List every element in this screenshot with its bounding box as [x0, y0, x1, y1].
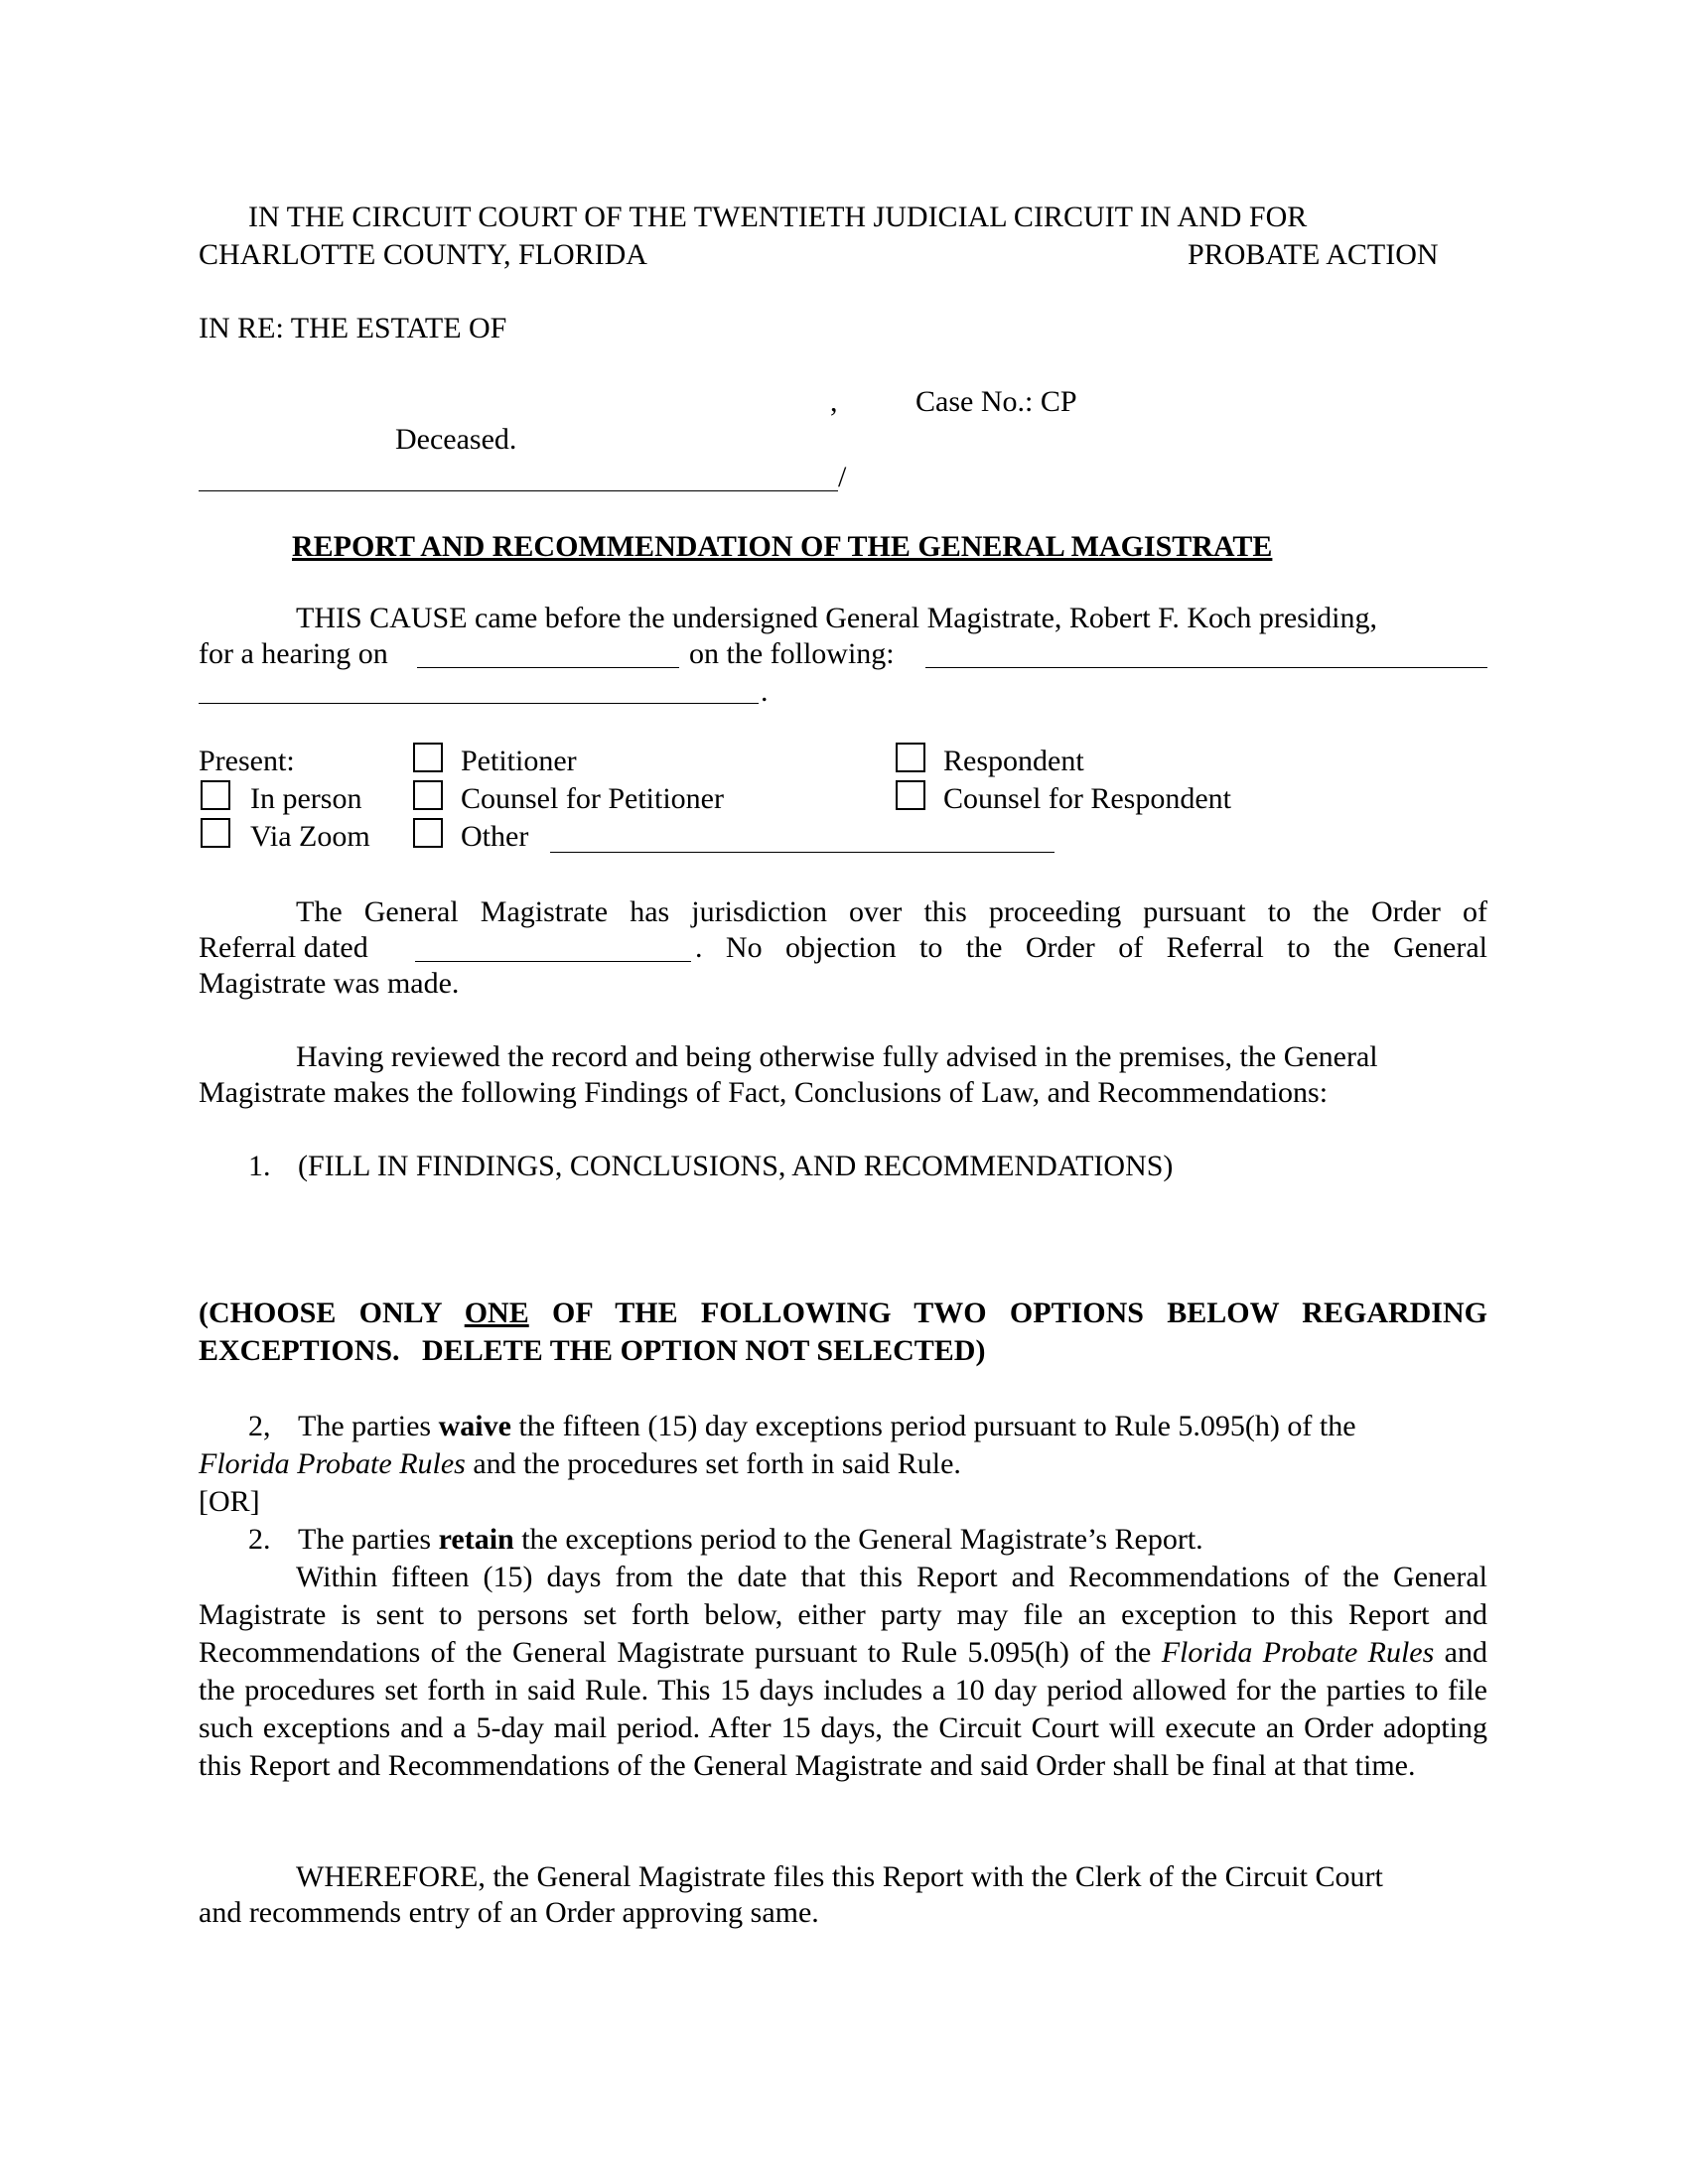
caption-signature-line: [199, 490, 838, 491]
option-waive-tail: and the procedures set forth in said Rule.: [465, 1447, 961, 1480]
court-line-2: CHARLOTTE COUNTY, FLORIDA: [199, 238, 647, 271]
jurisdiction-line-3: Magistrate was made.: [199, 967, 460, 1000]
respondent-checkbox[interactable]: [896, 743, 925, 772]
court-line-1: IN THE CIRCUIT COURT OF THE TWENTIETH JUDICIAL CIRCUIT IN AND FOR: [248, 201, 1308, 233]
option-retain-bold: retain: [438, 1523, 514, 1556]
intro-for-hearing: for a hearing on: [199, 637, 388, 670]
choose-instruction-line-2: EXCEPTIONS. DELETE THE OPTION NOT SELECTED): [199, 1334, 986, 1367]
wherefore-line-1: WHEREFORE, the General Magistrate files this Report with the Clerk of the Circuit Court: [296, 1860, 1383, 1893]
hearing-subject-field[interactable]: [925, 667, 1487, 668]
counsel-respondent-label: Counsel for Respondent: [943, 782, 1231, 815]
petitioner-label: Petitioner: [461, 745, 577, 777]
referral-date-field[interactable]: [415, 961, 691, 962]
present-label: Present:: [199, 745, 295, 777]
item-1-text: (FILL IN FINDINGS, CONCLUSIONS, AND RECOMMENDATIONS): [298, 1150, 1174, 1182]
wherefore-line-2: and recommends entry of an Order approving same.: [199, 1896, 819, 1929]
choose-instruction-line-1: [199, 1295, 1487, 1331]
option-retain-p1-text: Within fifteen (15) days from the date that this Report and Recommendations of the General Magistrate is sent to persons set forth below, either party may file an exception to this Report and Recommendations of the General Magistrate pursuant to Rule 5.095(h) of the: [199, 1561, 1487, 1669]
reviewed-line-2: Magistrate makes the following Findings of Fact, Conclusions of Law, and Recommendations:: [199, 1076, 1329, 1109]
counsel-respondent-checkbox[interactable]: [896, 780, 925, 810]
choose-part-2: OF THE FOLLOWING TWO OPTIONS BELOW REGARDING: [528, 1297, 1487, 1329]
other-label: Other: [461, 820, 529, 853]
hearing-subject-field-cont[interactable]: [199, 703, 759, 704]
choose-one: ONE: [464, 1297, 529, 1329]
deceased-label: Deceased.: [395, 423, 517, 456]
option-retain-post: the exceptions period to the General Magistrate’s Report.: [513, 1523, 1203, 1556]
petitioner-checkbox[interactable]: [413, 743, 443, 772]
other-checkbox[interactable]: [413, 818, 443, 848]
option-waive-number: 2,: [248, 1410, 271, 1442]
counsel-petitioner-checkbox[interactable]: [413, 780, 443, 810]
counsel-petitioner-label: Counsel for Petitioner: [461, 782, 724, 815]
case-number: Case No.: CP: [915, 385, 1077, 418]
option-waive-post: the fifteen (15) day exceptions period pursuant to Rule 5.095(h) of the: [510, 1410, 1356, 1442]
in-re-label: IN RE: THE ESTATE OF: [199, 312, 507, 344]
option-retain-number: 2.: [248, 1523, 271, 1556]
document-title: REPORT AND RECOMMENDATION OF THE GENERAL MAGISTRATE: [292, 530, 1273, 563]
intro-period: .: [761, 675, 769, 708]
option-retain-p1-italic: Florida Probate Rules: [1161, 1636, 1435, 1669]
option-waive-line-2: [199, 1445, 961, 1482]
in-person-label: In person: [250, 782, 362, 815]
caption-slash: /: [838, 461, 847, 493]
reviewed-line-1: Having reviewed the record and being otherwise fully advised in the premises, the General: [296, 1040, 1378, 1073]
via-zoom-checkbox[interactable]: [201, 818, 230, 848]
option-retain-pre: The parties: [298, 1523, 439, 1556]
in-person-checkbox[interactable]: [201, 780, 230, 810]
via-zoom-label: Via Zoom: [250, 820, 370, 853]
intro-line-1: THIS CAUSE came before the undersigned General Magistrate, Robert F. Koch presiding,: [296, 602, 1377, 634]
jurisdiction-line-1: The General Magistrate has jurisdiction over this proceeding pursuant to the Order of: [296, 895, 1487, 928]
caption-comma: ,: [830, 385, 838, 418]
intro-on-following: on the following:: [689, 637, 895, 670]
respondent-label: Respondent: [943, 745, 1084, 777]
item-1-number: 1.: [248, 1150, 271, 1182]
hearing-date-field[interactable]: [417, 667, 679, 668]
or-label: [OR]: [199, 1485, 260, 1518]
action-type: PROBATE ACTION: [1188, 238, 1439, 271]
option-retain-line-1: [298, 1521, 1203, 1558]
option-waive-italic: Florida Probate Rules: [199, 1447, 466, 1480]
choose-part-1: (CHOOSE ONLY: [199, 1297, 465, 1329]
option-waive-bold: waive: [438, 1410, 511, 1442]
option-waive-pre: The parties: [298, 1410, 439, 1442]
other-field[interactable]: [550, 852, 1055, 853]
no-objection-text: . No objection to the Order of Referral to the General: [695, 931, 1487, 964]
referral-dated-label: Referral dated: [199, 931, 368, 964]
option-retain-paragraph: [199, 1559, 1487, 1785]
option-retain-p1-tail: and the procedures set forth in said Rule. This 15 days includes a 10 day period allowed for the parties to file such exceptions and a 5-day mail period. After 15 days, the Circuit Court will execute an Order adopting this Report and Recommendations of the General Magistrate and said Order shall be final at that time.: [199, 1636, 1487, 1782]
option-waive-line-1: [298, 1408, 1356, 1444]
